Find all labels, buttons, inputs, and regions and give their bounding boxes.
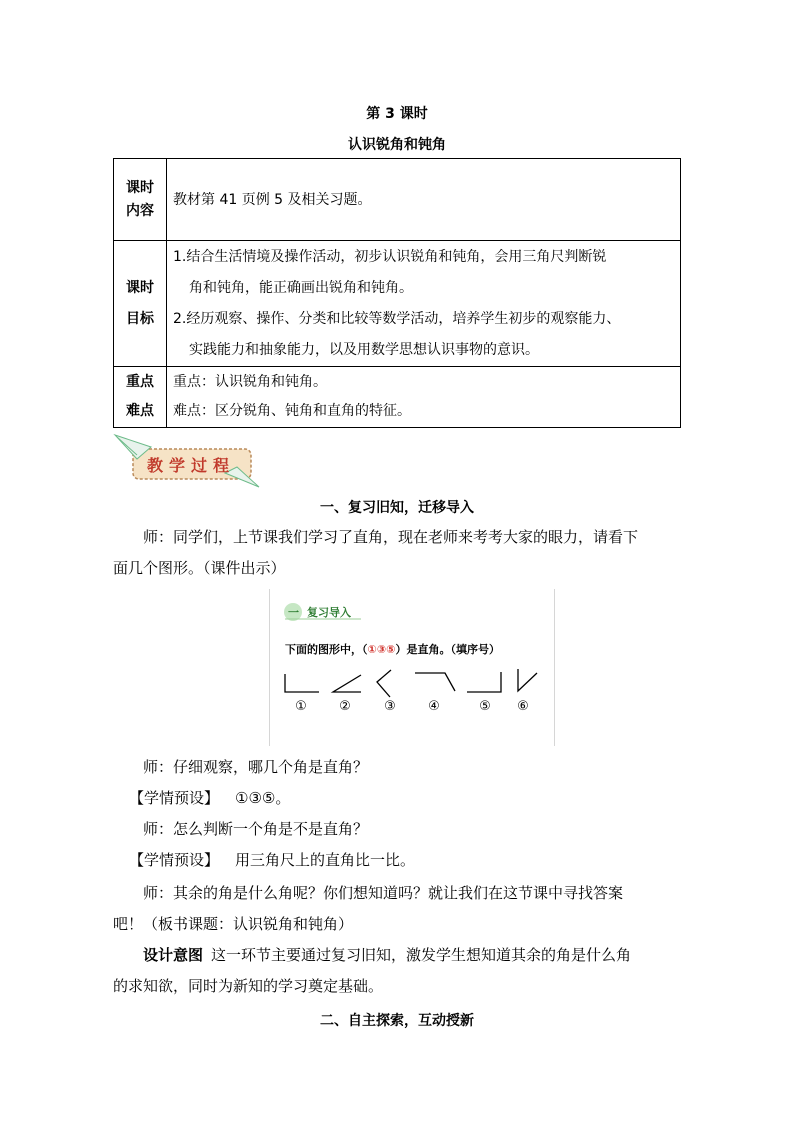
angle-4: [415, 673, 455, 691]
content-text: 教材第 41 页例 5 及相关习题。: [167, 159, 681, 241]
design-intent-label: 设计意图: [143, 946, 204, 964]
figure-number-5: ⑤: [479, 699, 491, 714]
review-slide: [269, 589, 555, 746]
paragraph-observe: 师：仔细观察，哪几个角是直角？: [143, 758, 369, 776]
goals-text: [167, 241, 681, 367]
content-label: 课时 内容: [114, 159, 167, 241]
goals-label: 课时 目标: [114, 241, 167, 367]
slide-question: 下面的图形中，（①③⑤）是直角。（填序号）: [285, 643, 500, 656]
key-difficult-label: 重点 难点: [114, 367, 167, 428]
angle-1: [285, 674, 319, 692]
angle-5: [467, 672, 501, 692]
lesson-subtitle: 认识锐角和钝角: [348, 137, 446, 153]
angle-figures: [269, 589, 555, 746]
paragraph-other-angles: 师：其余的角是什么角呢？你们想知道吗？就让我们在这节课中寻找答案 吧！（板书课题：认识锐角和钝角）: [113, 884, 624, 933]
angle-6: [518, 669, 537, 691]
banner-text: 教学过程: [147, 456, 236, 475]
goal-1-line-1: 1.结合生活情境及操作活动，初步认识锐角和钝角，会用三角尺判断锐: [173, 248, 607, 265]
figure-number-3: ③: [384, 699, 396, 714]
figure-number-6: ⑥: [517, 699, 529, 714]
paragraph-preset-2: 【学情预设】 用三角尺上的直角比一比。: [129, 851, 416, 869]
key-difficult-text: [167, 367, 681, 428]
difficult-point: 难点：区分锐角、钝角和直角的特征。: [173, 403, 411, 419]
lesson-plan-table: [113, 158, 681, 428]
section-2-heading: 二、自主探索，互动授新: [320, 1013, 474, 1029]
section-1-heading: 一、复习旧知，迁移导入: [320, 500, 474, 516]
goal-2-line-2: 实践能力和抽象能力，以及用数学思想认识事物的意识。: [189, 341, 539, 358]
paragraph-preset-1: 【学情预设】 ①③⑤。: [129, 789, 291, 807]
slide-tag: 复习导入: [307, 606, 351, 619]
figure-number-1: ①: [295, 699, 307, 714]
goal-1-line-2: 角和钝角，能正确画出锐角和钝角。: [189, 279, 413, 296]
paragraph-teacher-intro: 师：同学们，上节课我们学习了直角，现在老师来考考大家的眼力，请看下 面几个图形。（课件出示）: [113, 528, 639, 577]
angle-3: [377, 670, 391, 697]
lesson-title: 第 3 课时: [366, 106, 428, 122]
figure-number-4: ④: [428, 699, 440, 714]
slide-tag-number: 一: [288, 606, 299, 619]
key-point: 重点：认识锐角和钝角。: [173, 374, 327, 390]
paragraph-judge: 师：怎么判断一个角是不是直角？: [143, 820, 369, 838]
goal-2-line-1: 2.经历观察、操作、分类和比较等数学活动，培养学生初步的观察能力、: [173, 310, 621, 327]
angle-2: [333, 675, 361, 692]
slide-answer: ①③⑤: [367, 643, 396, 656]
paragraph-design-intent: 设计意图 这一环节主要通过复习旧知，激发学生想知道其余的角是什么角 的求知欲，同时为新知的学习奠定基础。: [113, 946, 632, 995]
teaching-process-banner: [113, 433, 263, 491]
figure-number-2: ②: [339, 699, 351, 714]
